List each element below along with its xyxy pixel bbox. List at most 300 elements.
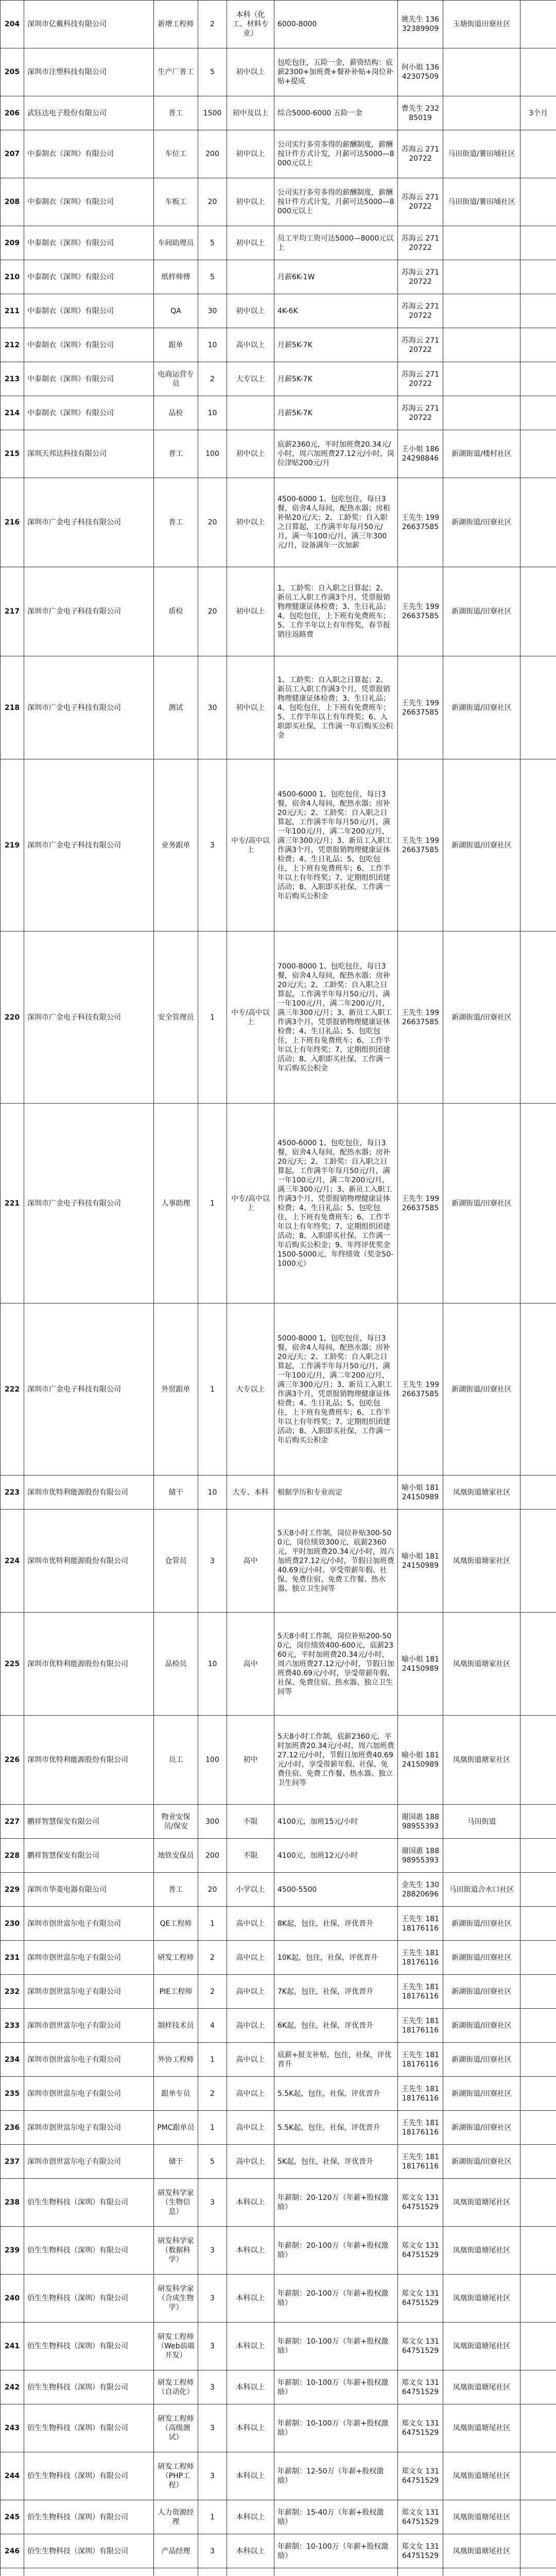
salary-benefits: 5.5K起，包住，社保，评优晋升 — [274, 2077, 398, 2111]
position-name: 普工 — [154, 430, 198, 478]
contact-person: 郑文女 13164751529 — [398, 2534, 443, 2568]
work-location: 马田街道 — [443, 1805, 520, 1839]
position-name: 研发工程师（高级测试） — [154, 2404, 198, 2452]
table-row — [1, 2452, 556, 2500]
contact-person: 郑文女 13164751529 — [398, 2323, 443, 2370]
contact-person: 郑文女 13164751529 — [398, 2452, 443, 2500]
row-number: 226 — [1, 1716, 24, 1805]
salary-benefits — [274, 2568, 398, 2576]
position-name: 电商运营专员 — [154, 362, 198, 396]
headcount: 3 — [198, 2227, 227, 2275]
education-requirement: 中专/高中以上 — [227, 1104, 274, 1303]
salary-benefits: 7000-8000 1、包吃包住，每日3餐，宿舍4人每间，配热水器；房补20元/天；2、工龄奖：自入职之日算起，工作满半年每月50元/月，满一年100元/月，满二年200元/月，满三年300元/月；3、新员工入职工作满3个月，凭票报销物理健康证体检费；4、生日礼品；5、包吃包住，上下班有免费班车；6、工作半年以上有年终奖；7、定期组织团建活动；8、入职即买社保，工作满一年后购买公积金 — [274, 931, 398, 1104]
table-row — [1, 328, 556, 362]
contact-person: 喻小姐 18124150989 — [398, 1613, 443, 1716]
position-name: 纸样师傅 — [154, 260, 198, 294]
remark — [520, 260, 556, 294]
contact-person: 苏海云 27120722 — [398, 328, 443, 362]
salary-benefits: 月薪5K-7K — [274, 328, 398, 362]
salary-benefits: 包吃包住，五险一金，薪资结构：底薪2300+加班费+餐补补贴+岗位补贴+提成 — [274, 48, 398, 96]
table-row — [1, 656, 556, 759]
contact-person: 喻小姐 18124150989 — [398, 1476, 443, 1510]
remark — [520, 226, 556, 260]
position-name: 车板工 — [154, 178, 198, 226]
education-requirement — [227, 396, 274, 430]
headcount: 2 — [198, 362, 227, 396]
remark — [520, 2500, 556, 2534]
headcount: 30 — [198, 294, 227, 328]
position-name: 仓管员 — [154, 1510, 198, 1613]
salary-benefits: 年薪制：20-120万（年薪+股权激励） — [274, 2179, 398, 2227]
company-name: 深圳市广金电子科技有限公司 — [24, 1303, 154, 1476]
work-location: 凤凰街道塘尾社区 — [443, 2227, 520, 2275]
row-number: 245 — [1, 2500, 24, 2534]
position-name: 人事助理 — [154, 1104, 198, 1303]
contact-person: 王先生 18118176116 — [398, 2111, 443, 2145]
headcount: 30 — [198, 656, 227, 759]
position-name: 测试 — [154, 656, 198, 759]
remark — [520, 2179, 556, 2227]
remark — [520, 2275, 556, 2323]
education-requirement: 初中以上 — [227, 430, 274, 478]
position-name: 员工 — [154, 1716, 198, 1805]
company-name: 深圳市创世富尔电子有限公司 — [24, 1975, 154, 2009]
position-name: 品检员 — [154, 1613, 198, 1716]
education-requirement: 本科以上 — [227, 2452, 274, 2500]
position-name: 外贸跟单 — [154, 1303, 198, 1476]
education-requirement: 初中以上 — [227, 130, 274, 178]
education-requirement: 初中及以上 — [227, 96, 274, 130]
table-row — [1, 48, 556, 96]
position-name: 普工 — [154, 1873, 198, 1907]
work-location — [443, 96, 520, 130]
position-name: 物业安保员/保安 — [154, 1805, 198, 1839]
salary-benefits: 4K-6K — [274, 294, 398, 328]
work-location: 凤凰街道塘尾社区 — [443, 2534, 520, 2568]
headcount: 2 — [198, 1, 227, 48]
education-requirement: 本科以上 — [227, 2534, 274, 2568]
table-row — [1, 2043, 556, 2077]
company-name: 深圳市创世富尔电子有限公司 — [24, 1941, 154, 1975]
row-number: 244 — [1, 2452, 24, 2500]
work-location: 凤凰街道塘尾社区 — [443, 2323, 520, 2370]
salary-benefits: 综合5000-6000 五险一金 — [274, 96, 398, 130]
company-name: 佰生生物科技（深圳）有限公司 — [24, 2452, 154, 2500]
company-name: 中泰制衣（深圳）有限公司 — [24, 178, 154, 226]
position-name: 跟单专员 — [154, 2077, 198, 2111]
row-number: 237 — [1, 2145, 24, 2179]
contact-person: 郑文女 13164751529 — [398, 2500, 443, 2534]
position-name: 研发工程师（自动化） — [154, 2370, 198, 2404]
education-requirement: 本科以上 — [227, 2370, 274, 2404]
table-row — [1, 1975, 556, 2009]
position-name: 生产厂普工 — [154, 48, 198, 96]
work-location: 马田街道/薯田埔社区 — [443, 178, 520, 226]
salary-benefits: 年薪制：10-100万（年薪+股权激励） — [274, 2370, 398, 2404]
headcount: 1 — [198, 1907, 227, 1941]
headcount: 20 — [198, 178, 227, 226]
headcount: 1 — [198, 2500, 227, 2534]
row-number: 219 — [1, 759, 24, 931]
row-number: 242 — [1, 2370, 24, 2404]
education-requirement: 小学以上 — [227, 1873, 274, 1907]
salary-benefits: 公司实行多劳多得的薪酬制度，薪酬按计件方式计发，月薪可达5000—8000元以上 — [274, 178, 398, 226]
remark — [520, 2323, 556, 2370]
row-number: 211 — [1, 294, 24, 328]
row-number: 222 — [1, 1303, 24, 1476]
position-name: QE工程师 — [154, 1907, 198, 1941]
education-requirement: 高中以上 — [227, 2009, 274, 2043]
work-location: 凤凰街道塘尾社区 — [443, 2370, 520, 2404]
headcount: 10 — [198, 1476, 227, 1510]
remark — [520, 294, 556, 328]
salary-benefits: 8K起，包住，社保，评优晋升 — [274, 1907, 398, 1941]
position-name: 储干 — [154, 1476, 198, 1510]
table-row — [1, 130, 556, 178]
headcount: 3 — [198, 759, 227, 931]
education-requirement: 初中以上 — [227, 567, 274, 656]
education-requirement: 初中以上 — [227, 178, 274, 226]
remark — [520, 2009, 556, 2043]
headcount: 1 — [198, 1303, 227, 1476]
position-name — [154, 2568, 198, 2576]
contact-person — [398, 2568, 443, 2576]
headcount: 1 — [198, 2111, 227, 2145]
salary-benefits: 年薪制：10-100万（年薪+股权激励） — [274, 2534, 398, 2568]
position-name: 研发工程师 — [154, 1941, 198, 1975]
work-location — [443, 1839, 520, 1873]
remark — [520, 2534, 556, 2568]
salary-benefits: 年薪制：20-100万（年薪+股权激励） — [274, 2275, 398, 2323]
education-requirement: 高中 — [227, 1510, 274, 1613]
company-name: 深圳市创世富尔电子有限公司 — [24, 2145, 154, 2179]
work-location: 新湖街道/田寮社区 — [443, 2111, 520, 2145]
headcount: 3 — [198, 2323, 227, 2370]
headcount: 20 — [198, 1873, 227, 1907]
row-number: 229 — [1, 1873, 24, 1907]
company-name: 深圳市广金电子科技有限公司 — [24, 567, 154, 656]
table-row — [1, 2534, 556, 2568]
position-name: 普工 — [154, 478, 198, 567]
salary-benefits: 员工平均工资可达5000—8000元以上 — [274, 226, 398, 260]
contact-person: 苏海云 27120722 — [398, 260, 443, 294]
work-location: 凤凰街道塘尾社区 — [443, 2275, 520, 2323]
contact-person: 王先生 19926637585 — [398, 759, 443, 931]
company-name: 深圳市广金电子科技有限公司 — [24, 656, 154, 759]
company-name: 中泰制衣（深圳）有限公司 — [24, 396, 154, 430]
headcount: 3 — [198, 1510, 227, 1613]
table-row — [1, 2275, 556, 2323]
education-requirement: 初中以上 — [227, 48, 274, 96]
remark — [520, 130, 556, 178]
work-location — [443, 48, 520, 96]
remark — [520, 1975, 556, 2009]
row-number: 223 — [1, 1476, 24, 1510]
table-row — [1, 2009, 556, 2043]
remark — [520, 2452, 556, 2500]
headcount: 4 — [198, 2009, 227, 2043]
contact-person: 苏海云 27120722 — [398, 226, 443, 260]
remark — [520, 2111, 556, 2145]
work-location — [443, 294, 520, 328]
company-name: 佰生生物科技（深圳）有限公司 — [24, 2404, 154, 2452]
education-requirement: 大专以上 — [227, 1303, 274, 1476]
headcount: 5 — [198, 48, 227, 96]
company-name: 中泰制衣（深圳）有限公司 — [24, 294, 154, 328]
company-name: 深圳市优特利能源股份有限公司 — [24, 1613, 154, 1716]
headcount: 100 — [198, 430, 227, 478]
contact-person: 王先生 18118176116 — [398, 1941, 443, 1975]
contact-person: 郑文女 13164751529 — [398, 2275, 443, 2323]
salary-benefits: 5天8小时工作制，岗位补贴200-500元，岗位绩效400-600元，底薪2360元，平时加班费20.34元/小时，周六加班费27.12元/小时，节假日加班费40.69元/小时，享受带薪年假、社保、免费住宿、热水器、独立卫生间等 — [274, 1613, 398, 1716]
salary-benefits: 5天8小时工作制，底薪2360元，平时加班费20.34元/小时，周六加班费27.12元/小时，节假日加班费40.69元/小时，享受带薪年假、社保、免费住宿、免费工作餐、热水器、独立卫生间等 — [274, 1716, 398, 1805]
headcount: 20 — [198, 478, 227, 567]
salary-benefits: 根据学历和专业而定 — [274, 1476, 398, 1510]
row-number: 227 — [1, 1805, 24, 1839]
remark — [520, 362, 556, 396]
work-location: 新湖街道/楼村社区 — [443, 430, 520, 478]
row-number: 207 — [1, 130, 24, 178]
headcount: 2 — [198, 1941, 227, 1975]
remark — [520, 478, 556, 567]
contact-person: 王先生 18118176116 — [398, 1975, 443, 2009]
company-name: 佰生生物科技（深圳）有限公司 — [24, 2179, 154, 2227]
company-name: 深圳市广金电子科技有限公司 — [24, 759, 154, 931]
contact-person: 何小姐 13642307509 — [398, 48, 443, 96]
contact-person: 姚先生 13632389909 — [398, 1, 443, 48]
row-number: 220 — [1, 931, 24, 1104]
row-number: 213 — [1, 362, 24, 396]
position-name: 车位工 — [154, 130, 198, 178]
headcount: 3 — [198, 2452, 227, 2500]
position-name: 研发工程师（PHP工程） — [154, 2452, 198, 2500]
row-number: 225 — [1, 1613, 24, 1716]
headcount: 10 — [198, 1613, 227, 1716]
company-name: 深圳市优特利能源股份有限公司 — [24, 1716, 154, 1805]
table-row — [1, 567, 556, 656]
work-location: 新湖街道/田寮社区 — [443, 567, 520, 656]
salary-benefits: 底薪2360元，平时加班费20.34元/小时，周六加班费27.12元/小时，岗位津贴200元/月 — [274, 430, 398, 478]
education-requirement: 初中以上 — [227, 294, 274, 328]
salary-benefits: 10K起，包住，社保，评优晋升 — [274, 1941, 398, 1975]
work-location: 玉塘街道田寮社区 — [443, 1, 520, 48]
contact-person: 王先生 18118176116 — [398, 2145, 443, 2179]
remark — [520, 1, 556, 48]
work-location: 凤凰街道塘尾社区 — [443, 2500, 520, 2534]
contact-person: 苏海云 27120722 — [398, 130, 443, 178]
education-requirement: 本科以上 — [227, 2179, 274, 2227]
work-location: 新湖街道/田寮社区 — [443, 656, 520, 759]
row-number: 239 — [1, 2227, 24, 2275]
work-location: 新湖街道/田寮社区 — [443, 2043, 520, 2077]
education-requirement: 初中以上 — [227, 478, 274, 567]
work-location: 新湖街道/田寮社区 — [443, 2077, 520, 2111]
contact-person: 王小姐 18624298846 — [398, 430, 443, 478]
education-requirement: 高中以上 — [227, 2043, 274, 2077]
table-row — [1, 430, 556, 478]
work-location — [443, 260, 520, 294]
remark — [520, 2404, 556, 2452]
position-name: PIE工程师 — [154, 1975, 198, 2009]
work-location — [443, 328, 520, 362]
position-name: 车间助理员 — [154, 226, 198, 260]
contact-person: 郑文女 13164751529 — [398, 2370, 443, 2404]
education-requirement: 中专/高中以上 — [227, 931, 274, 1104]
education-requirement: 大专以上 — [227, 362, 274, 396]
salary-benefits: 4100元，加班15元/小时 — [274, 1805, 398, 1839]
row-number: 246 — [1, 2534, 24, 2568]
company-name: 深圳市广金电子科技有限公司 — [24, 1104, 154, 1303]
table-row — [1, 2370, 556, 2404]
work-location: 凤凰街道塘尾社区 — [443, 2179, 520, 2227]
remark — [520, 1839, 556, 1873]
work-location: 新湖街道/田寮社区 — [443, 1907, 520, 1941]
remark — [520, 656, 556, 759]
contact-person: 王先生 18118176116 — [398, 2077, 443, 2111]
work-location: 马田街道/薯田埔社区 — [443, 130, 520, 178]
work-location: 新湖街道/田寮社区 — [443, 478, 520, 567]
remark — [520, 2043, 556, 2077]
row-number — [1, 2568, 24, 2576]
position-name: 品检 — [154, 396, 198, 430]
row-number: 212 — [1, 328, 24, 362]
table-row — [1, 96, 556, 130]
company-name: 佰生生物科技（深圳）有限公司 — [24, 2500, 154, 2534]
work-location — [443, 362, 520, 396]
company-name: 鹏祥智慧保安有限公司 — [24, 1805, 154, 1839]
table-row — [1, 2500, 556, 2534]
education-requirement: 高中以上 — [227, 328, 274, 362]
salary-benefits: 年薪制：10-100万（年薪+股权激励） — [274, 2404, 398, 2452]
position-name: 安全管理员 — [154, 931, 198, 1104]
contact-person: 郑文女 13164751529 — [398, 2179, 443, 2227]
table-row — [1, 759, 556, 931]
table-row — [1, 178, 556, 226]
contact-person: 喻小姐 18124150989 — [398, 1510, 443, 1613]
headcount: 1 — [198, 2043, 227, 2077]
table-row — [1, 1303, 556, 1476]
contact-person: 苏海云 27120722 — [398, 294, 443, 328]
salary-benefits: 5000-8000 1、包吃包住，每日3餐，宿舍4人每间，配热水器；房补20元/天；2、工龄奖：自入职之日算起，工作满半年每月50元/月，满一年100元/月，满二年200元/月，满三年300元/月；3、新员工入职工作满3个月，凭票报销物理健康证体检费；4、生日礼品；5、包吃包住，上下班有免费班车；6、工作半年以上有年终奖；7、定期组织团建活动；8、入职即买社保，工作满一年后购买公积金 — [274, 1303, 398, 1476]
remark — [520, 178, 556, 226]
table-row — [1, 2145, 556, 2179]
company-name: 中泰制衣（深圳）有限公司 — [24, 362, 154, 396]
education-requirement: 高中以上 — [227, 1907, 274, 1941]
row-number: 218 — [1, 656, 24, 759]
contact-person: 郑文女 13164751529 — [398, 2404, 443, 2452]
work-location: 新湖街道/田寮社区 — [443, 1303, 520, 1476]
company-name: 深圳市广金电子科技有限公司 — [24, 931, 154, 1104]
education-requirement: 高中以上 — [227, 1975, 274, 2009]
headcount: 3 — [198, 2534, 227, 2568]
position-name: 产品经理 — [154, 2534, 198, 2568]
education-requirement: 本科以上 — [227, 2500, 274, 2534]
education-requirement: 本科（化工、材料专业） — [227, 1, 274, 48]
contact-person: 王先生 19926637585 — [398, 931, 443, 1104]
remark — [520, 2227, 556, 2275]
education-requirement: 高中以上 — [227, 1941, 274, 1975]
remark — [520, 1510, 556, 1613]
salary-benefits: 公司实行多劳多得的薪酬制度，薪酬按计件方式计发，月薪可达5000—8000元以上 — [274, 130, 398, 178]
education-requirement: 初中 — [227, 1716, 274, 1805]
work-location: 凤凰街道塘家社区 — [443, 1613, 520, 1716]
salary-benefits: 月薪5K-7K — [274, 362, 398, 396]
headcount: 1 — [198, 931, 227, 1104]
salary-benefits: 6000-8000 — [274, 1, 398, 48]
work-location: 新湖街道/田寮社区 — [443, 1941, 520, 1975]
table-row — [1, 2179, 556, 2227]
company-name: 深圳市广金电子科技有限公司 — [24, 478, 154, 567]
headcount: 2 — [198, 1975, 227, 2009]
position-name: 跟单 — [154, 328, 198, 362]
row-number: 231 — [1, 1941, 24, 1975]
table-row — [1, 2227, 556, 2275]
salary-benefits: 底薪+报支补贴，包住，社保，评优晋升 — [274, 2043, 398, 2077]
education-requirement — [227, 260, 274, 294]
company-name: 中泰制衣（深圳）有限公司 — [24, 260, 154, 294]
salary-benefits: 4500-6000 1、包吃包住，每日3餐，宿舍4人每间，配热水器；房补20元/天；2、工龄奖：自入职之日算起，工作满半年每月50元/月，满一年100元/月，满二年200元/月，满三年300元/月；3、新员工入职工作满3个月，凭票报销物理健康证体检费；4、生日礼品；5、包吃包住，上下班有免费班车；6、工作半年以上有年终奖；7、定期组织团建活动；8、入职即买社保，工作满一年后购买公积金；9、年终评优奖金1500-5000元，年终绩效（奖金50-1000元） — [274, 1104, 398, 1303]
remark — [520, 2370, 556, 2404]
headcount: 10 — [198, 328, 227, 362]
remark — [520, 567, 556, 656]
row-number: 243 — [1, 2404, 24, 2452]
remark — [520, 1907, 556, 1941]
contact-person: 金先生 13028820696 — [398, 1873, 443, 1907]
row-number: 233 — [1, 2009, 24, 2043]
work-location: 凤凰街道塘尾社区 — [443, 2452, 520, 2500]
company-name: 佰生生物科技（深圳）有限公司 — [24, 2370, 154, 2404]
salary-benefits: 4500-5500 — [274, 1873, 398, 1907]
work-location: 新湖街道/田寮社区 — [443, 2145, 520, 2179]
table-row — [1, 1613, 556, 1716]
remark — [520, 396, 556, 430]
work-location: 新湖街道/田寮社区 — [443, 1104, 520, 1303]
education-requirement: 高中 — [227, 1613, 274, 1716]
salary-benefits: 4100元，加班12元/小时 — [274, 1839, 398, 1873]
headcount: 2 — [198, 2077, 227, 2111]
table-row — [1, 2077, 556, 2111]
row-number: 238 — [1, 2179, 24, 2227]
company-name: 中泰制衣（深圳）有限公司 — [24, 226, 154, 260]
table-row — [1, 1104, 556, 1303]
headcount: 1 — [198, 1104, 227, 1303]
remark — [520, 2077, 556, 2111]
remark — [520, 1716, 556, 1805]
headcount — [198, 2568, 227, 2576]
education-requirement: 本科以上 — [227, 2323, 274, 2370]
salary-benefits: 4500-6000 1、包吃包住，每日3餐，宿舍4人每间，配热水器；房租补贴20元/天；2、工龄奖：自入职之日算起，工作满半年每月50元/月，满一年100元/月，满三年300元/月，设备满年一次加薪 — [274, 478, 398, 567]
table-row — [1, 2404, 556, 2452]
position-name: 新增工程师 — [154, 1, 198, 48]
row-number: 234 — [1, 2043, 24, 2077]
salary-benefits: 1、工龄奖：自入职之日算起；2、新员工入职工作满3个月，凭票报销物理健康证体检费；3、生日礼品；4、包吃包住，上下班有免费班车；5、工作半年以上有年终奖；6、入职即买社保，工作满一年后购买公积金 — [274, 656, 398, 759]
headcount: 5 — [198, 260, 227, 294]
company-name: 佰生生物科技（深圳）有限公司 — [24, 2275, 154, 2323]
education-requirement: 不限 — [227, 1839, 274, 1873]
row-number: 230 — [1, 1907, 24, 1941]
row-number: 217 — [1, 567, 24, 656]
row-number: 214 — [1, 396, 24, 430]
remark — [520, 931, 556, 1104]
contact-person: 曹先生 23285019 — [398, 96, 443, 130]
company-name: 深圳市优特利能源股份有限公司 — [24, 1510, 154, 1613]
company-name: 深圳市华菱电器有限公司 — [24, 1873, 154, 1907]
education-requirement: 大专、本科 — [227, 1476, 274, 1510]
row-number: 205 — [1, 48, 24, 96]
headcount: 20 — [198, 567, 227, 656]
position-name: 质检 — [154, 567, 198, 656]
headcount: 1500 — [198, 96, 227, 130]
